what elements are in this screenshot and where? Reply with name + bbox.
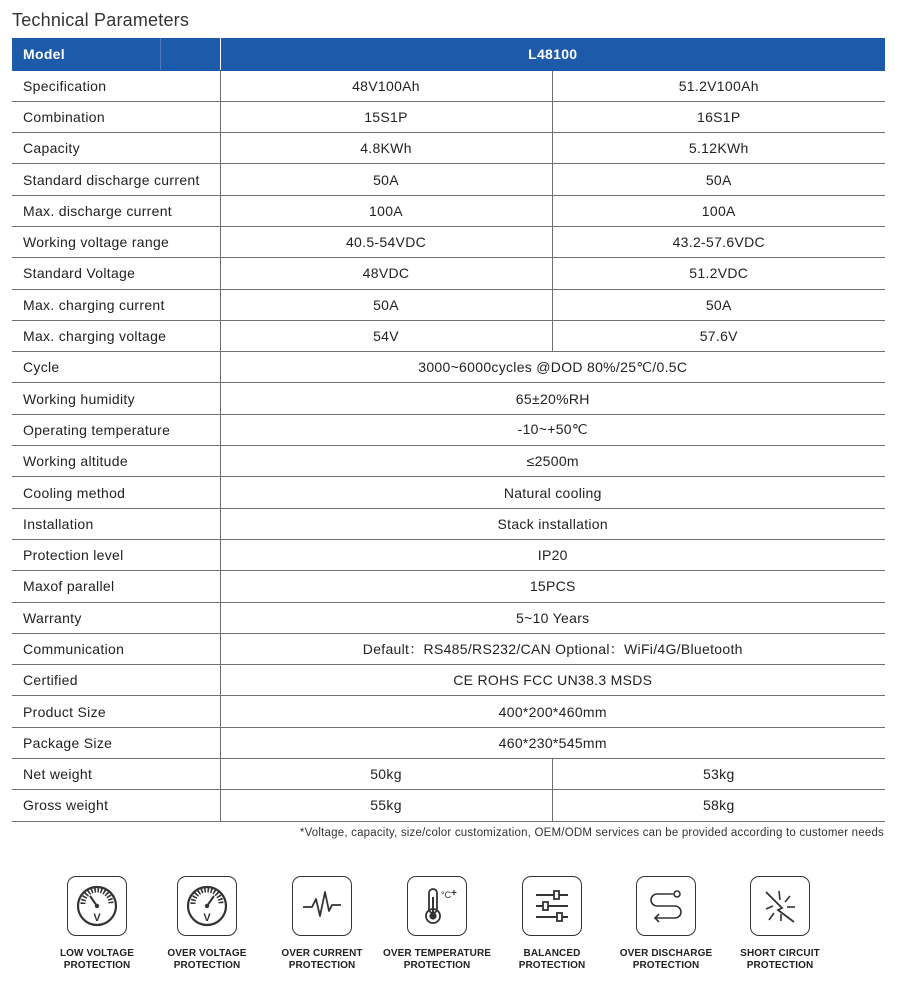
table-row <box>12 70 885 101</box>
value-shared: 460*230*545mm <box>220 727 885 758</box>
value-shared: 15PCS <box>220 571 885 602</box>
protection-label <box>260 948 384 971</box>
value-51v: 43.2-57.6VDC <box>552 226 885 257</box>
protection-feature <box>490 876 614 971</box>
route-arrow-icon <box>636 876 696 936</box>
value-shared: IP20 <box>220 539 885 570</box>
protection-label-line1: OVER CURRENT <box>281 948 363 959</box>
table-row <box>12 696 885 727</box>
protection-label-line1: OVER DISCHARGE <box>619 948 713 959</box>
protection-label-line1: LOW VOLTAGE <box>59 948 135 959</box>
protection-label <box>490 948 614 971</box>
protection-label-line2: PROTECTION <box>518 959 586 971</box>
table-row <box>12 602 885 633</box>
row-label: Gross weight <box>12 790 220 821</box>
row-label: Communication <box>12 633 220 664</box>
protection-label-line2: PROTECTION <box>403 959 471 971</box>
table-row <box>12 383 885 414</box>
row-label: Operating temperature <box>12 414 220 445</box>
value-48v: 4.8KWh <box>220 133 552 164</box>
spec-table <box>12 38 885 822</box>
value-shared: CE ROHS FCC UN38.3 MSDS <box>220 665 885 696</box>
row-label: Package Size <box>12 727 220 758</box>
table-row <box>12 414 885 445</box>
row-label: Certified <box>12 665 220 696</box>
header-label: Model <box>23 45 65 62</box>
value-48v: 55kg <box>220 790 552 821</box>
table-row <box>12 164 885 195</box>
value-51v: 50A <box>552 164 885 195</box>
row-label: Net weight <box>12 759 220 790</box>
protection-feature <box>145 876 269 971</box>
protection-label <box>604 948 728 971</box>
value-51v: 16S1P <box>552 101 885 132</box>
value-51v: 53kg <box>552 759 885 790</box>
table-row <box>12 101 885 132</box>
table-row <box>12 790 885 821</box>
table-row <box>12 289 885 320</box>
value-48v: 15S1P <box>220 101 552 132</box>
value-shared: Default：RS485/RS232/CAN Optional：WiFi/4G/Bluetooth <box>220 633 885 664</box>
value-48v: 54V <box>220 320 552 351</box>
table-row <box>12 477 885 508</box>
value-shared: -10~+50℃ <box>220 414 885 445</box>
value-51v: 100A <box>552 195 885 226</box>
row-label: Protection level <box>12 539 220 570</box>
table-row <box>12 226 885 257</box>
protection-label <box>35 948 159 971</box>
value-shared: Stack installation <box>220 508 885 539</box>
table-row <box>12 320 885 351</box>
sliders-icon <box>522 876 582 936</box>
row-label: Installation <box>12 508 220 539</box>
row-label: Max. charging current <box>12 289 220 320</box>
row-label: Max. discharge current <box>12 195 220 226</box>
row-label: Standard discharge current <box>12 164 220 195</box>
value-shared: ≤2500m <box>220 446 885 477</box>
protection-label-line2: PROTECTION <box>632 959 700 971</box>
protection-label-line2: PROTECTION <box>173 959 241 971</box>
svg-text:+: + <box>451 888 457 899</box>
table-row <box>12 258 885 289</box>
protection-feature <box>35 876 159 971</box>
page-title: Technical Parameters <box>12 10 190 30</box>
table-row <box>12 446 885 477</box>
row-label: Specification <box>12 70 220 101</box>
table-row <box>12 571 885 602</box>
low-voltage-gauge-icon <box>67 876 127 936</box>
value-shared: 5~10 Years <box>220 602 885 633</box>
value-48v: 100A <box>220 195 552 226</box>
protection-label-line2: PROTECTION <box>288 959 356 971</box>
protection-feature <box>604 876 728 971</box>
value-48v: 50A <box>220 289 552 320</box>
value-48v: 48VDC <box>220 258 552 289</box>
value-51v: 57.6V <box>552 320 885 351</box>
row-label: Capacity <box>12 133 220 164</box>
table-row <box>12 665 885 696</box>
value-51v: 58kg <box>552 790 885 821</box>
row-label: Product Size <box>12 696 220 727</box>
header-label-cell <box>12 38 220 70</box>
short-circuit-icon <box>750 876 810 936</box>
value-48v: 50A <box>220 164 552 195</box>
protection-label <box>375 948 499 971</box>
protection-label-line2: PROTECTION <box>746 959 814 971</box>
table-row <box>12 195 885 226</box>
table-row <box>12 759 885 790</box>
row-label: Working humidity <box>12 383 220 414</box>
protection-label-line2: PROTECTION <box>63 959 131 971</box>
value-48v: 48V100Ah <box>220 70 552 101</box>
protection-label <box>145 948 269 971</box>
protection-label-line1: SHORT CIRCUIT <box>740 948 820 959</box>
protection-feature <box>718 876 842 971</box>
customization-note: *Voltage, capacity, size/color customization, OEM/ODM services can be provided according to customer needs <box>299 827 884 839</box>
value-shared: Natural cooling <box>220 477 885 508</box>
protection-feature <box>375 876 499 971</box>
svg-text:V: V <box>203 912 211 924</box>
row-label: Working voltage range <box>12 226 220 257</box>
value-48v: 50kg <box>220 759 552 790</box>
value-shared: 65±20%RH <box>220 383 885 414</box>
table-row <box>12 727 885 758</box>
table-row <box>12 352 885 383</box>
svg-text:°C: °C <box>441 890 452 900</box>
row-label: Working altitude <box>12 446 220 477</box>
header-model-value: L48100 <box>220 38 885 70</box>
row-label: Cooling method <box>12 477 220 508</box>
value-51v: 50A <box>552 289 885 320</box>
protection-label-line1: OVER TEMPERATURE <box>382 948 492 959</box>
table-row <box>12 633 885 664</box>
row-label: Standard Voltage <box>12 258 220 289</box>
value-shared: 400*200*460mm <box>220 696 885 727</box>
value-51v: 51.2VDC <box>552 258 885 289</box>
value-51v: 51.2V100Ah <box>552 70 885 101</box>
svg-text:V: V <box>93 912 101 924</box>
over-voltage-gauge-icon <box>177 876 237 936</box>
pulse-icon <box>292 876 352 936</box>
row-label: Cycle <box>12 352 220 383</box>
row-label: Max. charging voltage <box>12 320 220 351</box>
value-48v: 40.5-54VDC <box>220 226 552 257</box>
protection-features <box>0 876 900 986</box>
row-label: Warranty <box>12 602 220 633</box>
row-label: Maxof parallel <box>12 571 220 602</box>
value-51v: 5.12KWh <box>552 133 885 164</box>
header-divider <box>160 38 161 70</box>
value-shared: 3000~6000cycles @DOD 80%/25℃/0.5C <box>220 352 885 383</box>
table-header-row <box>12 38 885 70</box>
thermometer-icon <box>407 876 467 936</box>
protection-feature <box>260 876 384 971</box>
protection-label-line1: BALANCED <box>523 948 581 959</box>
protection-label-line1: OVER VOLTAGE <box>167 948 247 959</box>
row-label: Combination <box>12 101 220 132</box>
table-row <box>12 133 885 164</box>
protection-label <box>718 948 842 971</box>
table-row <box>12 508 885 539</box>
table-row <box>12 539 885 570</box>
